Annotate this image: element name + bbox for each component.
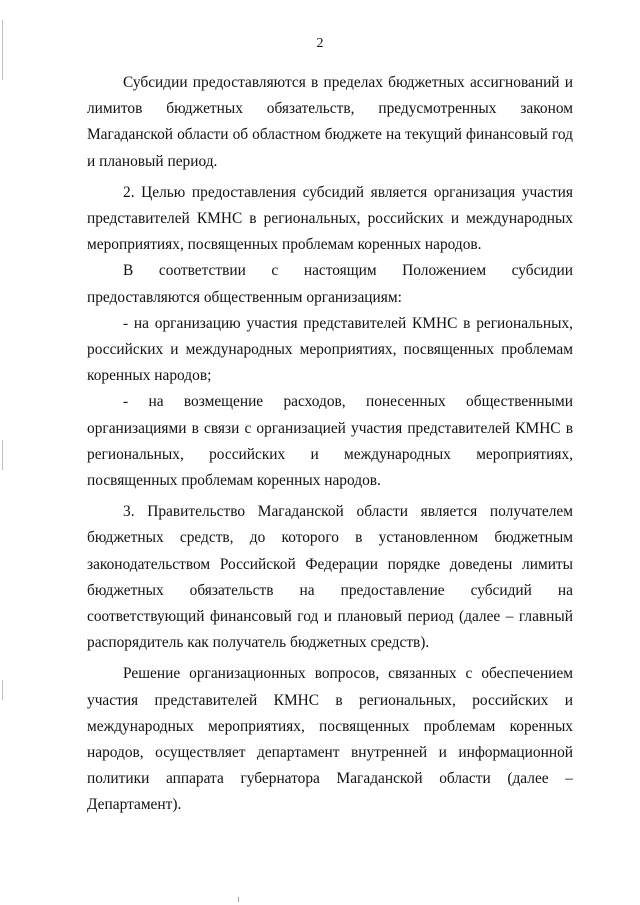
paragraph-department: Решение организационных вопросов, связанных с обеспечением участия представителей КМНС в региональных, российских и международных мероприятиях, посвященных проблемам коренных народов, осуществляет департамент внутренней и информационной политики аппарата губернатора Магаданской области (далее – Департамент).: [87, 665, 573, 814]
page-number: 2: [316, 36, 324, 51]
document-body: [87, 70, 573, 819]
paragraph-subsidies-limits: Субсидии предоставляются в пределах бюджетных ассигнований и лимитов бюджетных обязательств, предусмотренных законом Магаданской области об областном бюджете на текущий финансовый год и плановый период.: [87, 74, 573, 170]
paragraph-budget-recipient: 3. Правительство Магаданской области является получателем бюджетных средств, до которого в установленном бюджетным законодательством Российской Федерации порядке доведены лимиты бюджетных обязательств на предоставление субсидий на соответствующий финансовый год и плановый период (далее – главный распорядитель как получатель бюджетных средств).: [87, 503, 573, 652]
scan-margin-mark: [2, 440, 3, 470]
paragraph-recipients: В соответствии с настоящим Положением субсидии предоставляются общественным организациям:: [87, 262, 573, 306]
list-item-organization: - на организацию участия представителей КМНС в региональных, российских и международных мероприятиях, посвященных проблемам коренных народов;: [87, 314, 573, 385]
scan-margin-mark: [2, 20, 3, 80]
scan-bottom-mark: [238, 897, 239, 902]
list-item-reimbursement: - на возмещение расходов, понесенных общественными организациями в связи с организацией участия представителей КМНС в региональных, российских и международных мероприятиях, посвященных проблемам коренных народов.: [87, 393, 573, 490]
scan-margin-mark: [2, 680, 3, 700]
paragraph-purpose: 2. Целью предоставления субсидий является организация участия представителей КМНС в региональных, российских и международных мероприятиях, посвященных проблемам коренных народов.: [87, 183, 573, 254]
